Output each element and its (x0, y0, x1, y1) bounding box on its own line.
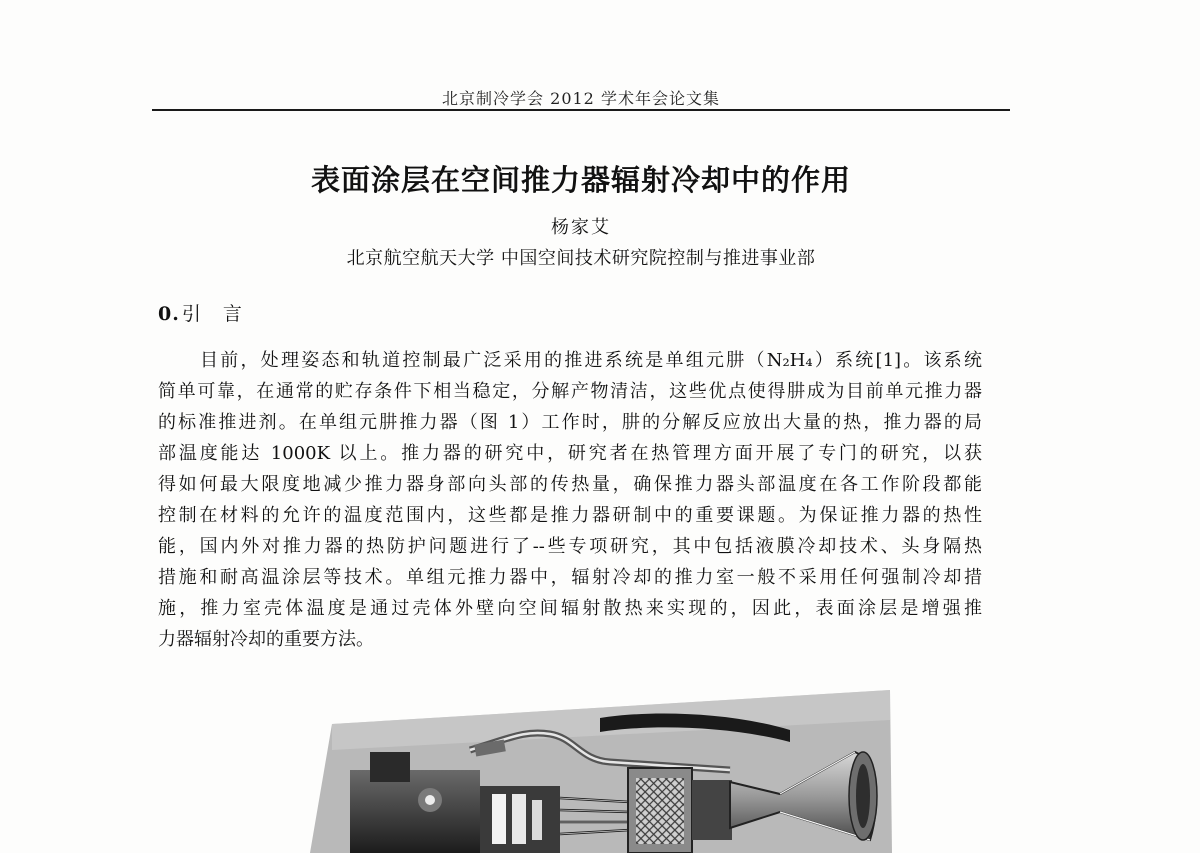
section-title: 引 言 (181, 303, 250, 325)
body-line: 控制在材料的允许的温度范围内，这些都是推力器研制中的重要课题。为保证推力器的热性 (158, 505, 982, 526)
author-name: 杨家艾 (551, 217, 611, 238)
thruster-illustration (310, 690, 892, 853)
thruster-cutaway-figure (310, 690, 892, 853)
running-header: 北京制冷学会 2012 学术年会论文集 (442, 89, 720, 108)
body-line: 力器辐射冷却的重要方法。 (158, 629, 374, 650)
valve-body (350, 770, 480, 853)
body-line: 能，国内外对推力器的热防护问题进行了--些专项研究，其中包括液膜冷却技术、头身隔热 (158, 536, 982, 557)
body-paragraph (158, 345, 982, 655)
header-rule (152, 109, 1010, 111)
body-line: 措施和耐高温涂层等技术。单组元推力器中，辐射冷却的推力室一般不采用任何强制冷却措 (158, 567, 982, 588)
body-line: 施，推力室壳体温度是通过壳体外壁向空间辐射散热来实现的，因此，表面涂层是增强推 (158, 598, 982, 619)
catalyst-bed (636, 778, 684, 844)
body-line: 的标准推进剂。在单组元肼推力器（图 1）工作时，肼的分解反应放出大量的热，推力器的局 (158, 412, 982, 433)
body-line: 目前，处理姿态和轨道控制最广泛采用的推进系统是单组元肼（N₂H₄）系统[1]。该系统 (200, 350, 982, 371)
section-number: 0. (158, 303, 180, 325)
body-line: 简单可靠，在通常的贮存条件下相当稳定，分解产物清洁，这些优点使得肼成为目前单元推力器 (158, 381, 982, 402)
body-line: 得如何最大限度地减少推力器身部向头部的传热量，确保推力器头部温度在各工作阶段都能 (158, 474, 982, 495)
body-line: 部温度能达 1000K 以上。推力器的研究中，研究者在热管理方面开展了专门的研究，以获 (158, 443, 982, 464)
section-heading (158, 299, 250, 326)
paper-title: 表面涂层在空间推力器辐射冷却中的作用 (310, 163, 851, 197)
author-affiliation: 北京航空航天大学 中国空间技术研究院控制与推进事业部 (346, 248, 816, 269)
